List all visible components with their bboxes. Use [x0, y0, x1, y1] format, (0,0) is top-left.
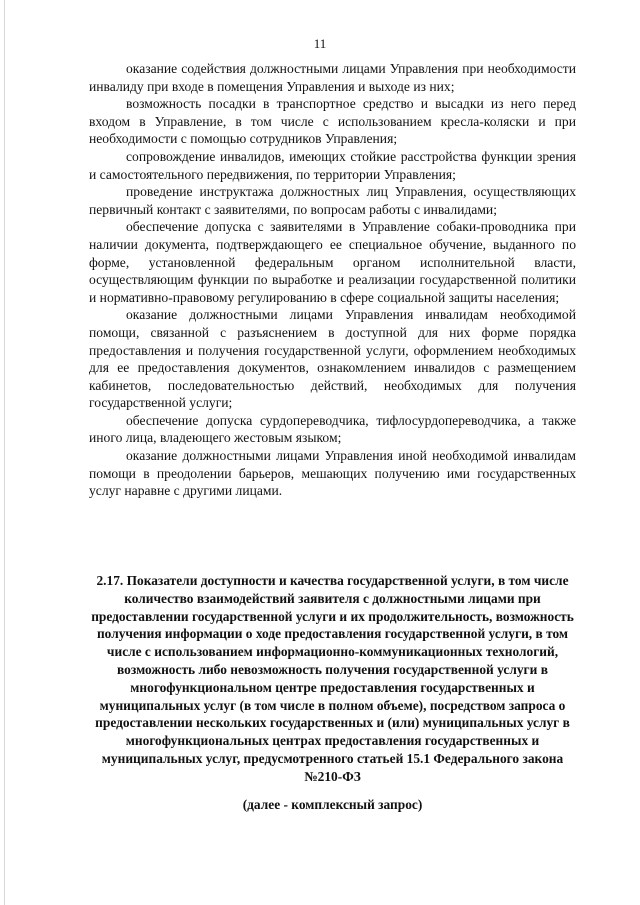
- paragraph-barrier-assistance: оказание должностными лицами Управления иной необходимой инвалидам помощи в преодолении барьеров, мешающих получению ими государственных услуг наравне с другими лицами.: [89, 448, 576, 499]
- paragraph-sign-language: обеспечение допуска сурдопереводчика, тифлосурдопереводчика, а также иного лица, владеющего жестовым языком;: [89, 412, 576, 446]
- scan-edge-line: [4, 0, 5, 905]
- paragraph-escort: сопровождение инвалидов, имеющих стойкие расстройства функции зрения и самостоятельного передвижения, по территории Управления;: [89, 148, 576, 182]
- paragraph-vehicle-boarding: возможность посадки в транспортное средство и высадки из него перед входом в Управление, в том числе с использованием кресла-коляски и при необходимости с помощью сотрудников Управления;: [89, 96, 576, 147]
- section-subheading: (далее - комплексный запрос): [242, 796, 423, 812]
- body-text: [89, 60, 576, 500]
- section-2-17: [89, 572, 576, 813]
- paragraph-staff-instruction: проведение инструктажа должностных лиц Управления, осуществляющих первичный контакт с заявителями, по вопросам работы с инвалидами;: [89, 184, 576, 217]
- paragraph-assistance-explanation: оказание должностными лицами Управления инвалидам необходимой помощи, связанной с разъяснением в доступной для них форме порядка предоставления и получения государственной услуги, оформлением необходимых для ее предоставления документов, ознакомлением инвалидов с размещением кабинетов, последовательностью действий, необходимых для получения государственной услуги;: [89, 307, 576, 411]
- paragraph-assistance-entry-exit: оказание содействия должностными лицами Управления при необходимости инвалиду при входе в помещения Управления и выходе из них;: [89, 61, 576, 94]
- section-heading: 2.17. Показатели доступности и качества государственной услуги, в том числе количество взаимодействий заявителя с должностными лицами при предоставлении государственной услуги и их продолжительность, возможность получения информации о ходе предоставления государственной услуги, в том числе с использованием информационно-коммуникационных технологий, возможность либо невозможность получения государственной услуги в многофункциональном центре предоставления государственных и муниципальных услуг (в том числе в полном объеме), посредством запроса о предоставлении нескольких государственных и (или) муниципальных услуг в многофункциональных центрах предоставления государственных и муниципальных услуг, предусмотренного статьей 15.1 Федерального закона №210-ФЗ: [91, 573, 574, 784]
- page-number: 11: [313, 36, 327, 51]
- paragraph-guide-dog: обеспечение допуска с заявителями в Управление собаки-проводника при наличии документа, подтверждающего ее специальное обучение, выданного по форме, установленной федеральным органом исполнительной власти, осуществляющим функции по выработке и реализации государственной политики и нормативно-правовому регулированию в сфере социальной защиты населения;: [89, 219, 576, 305]
